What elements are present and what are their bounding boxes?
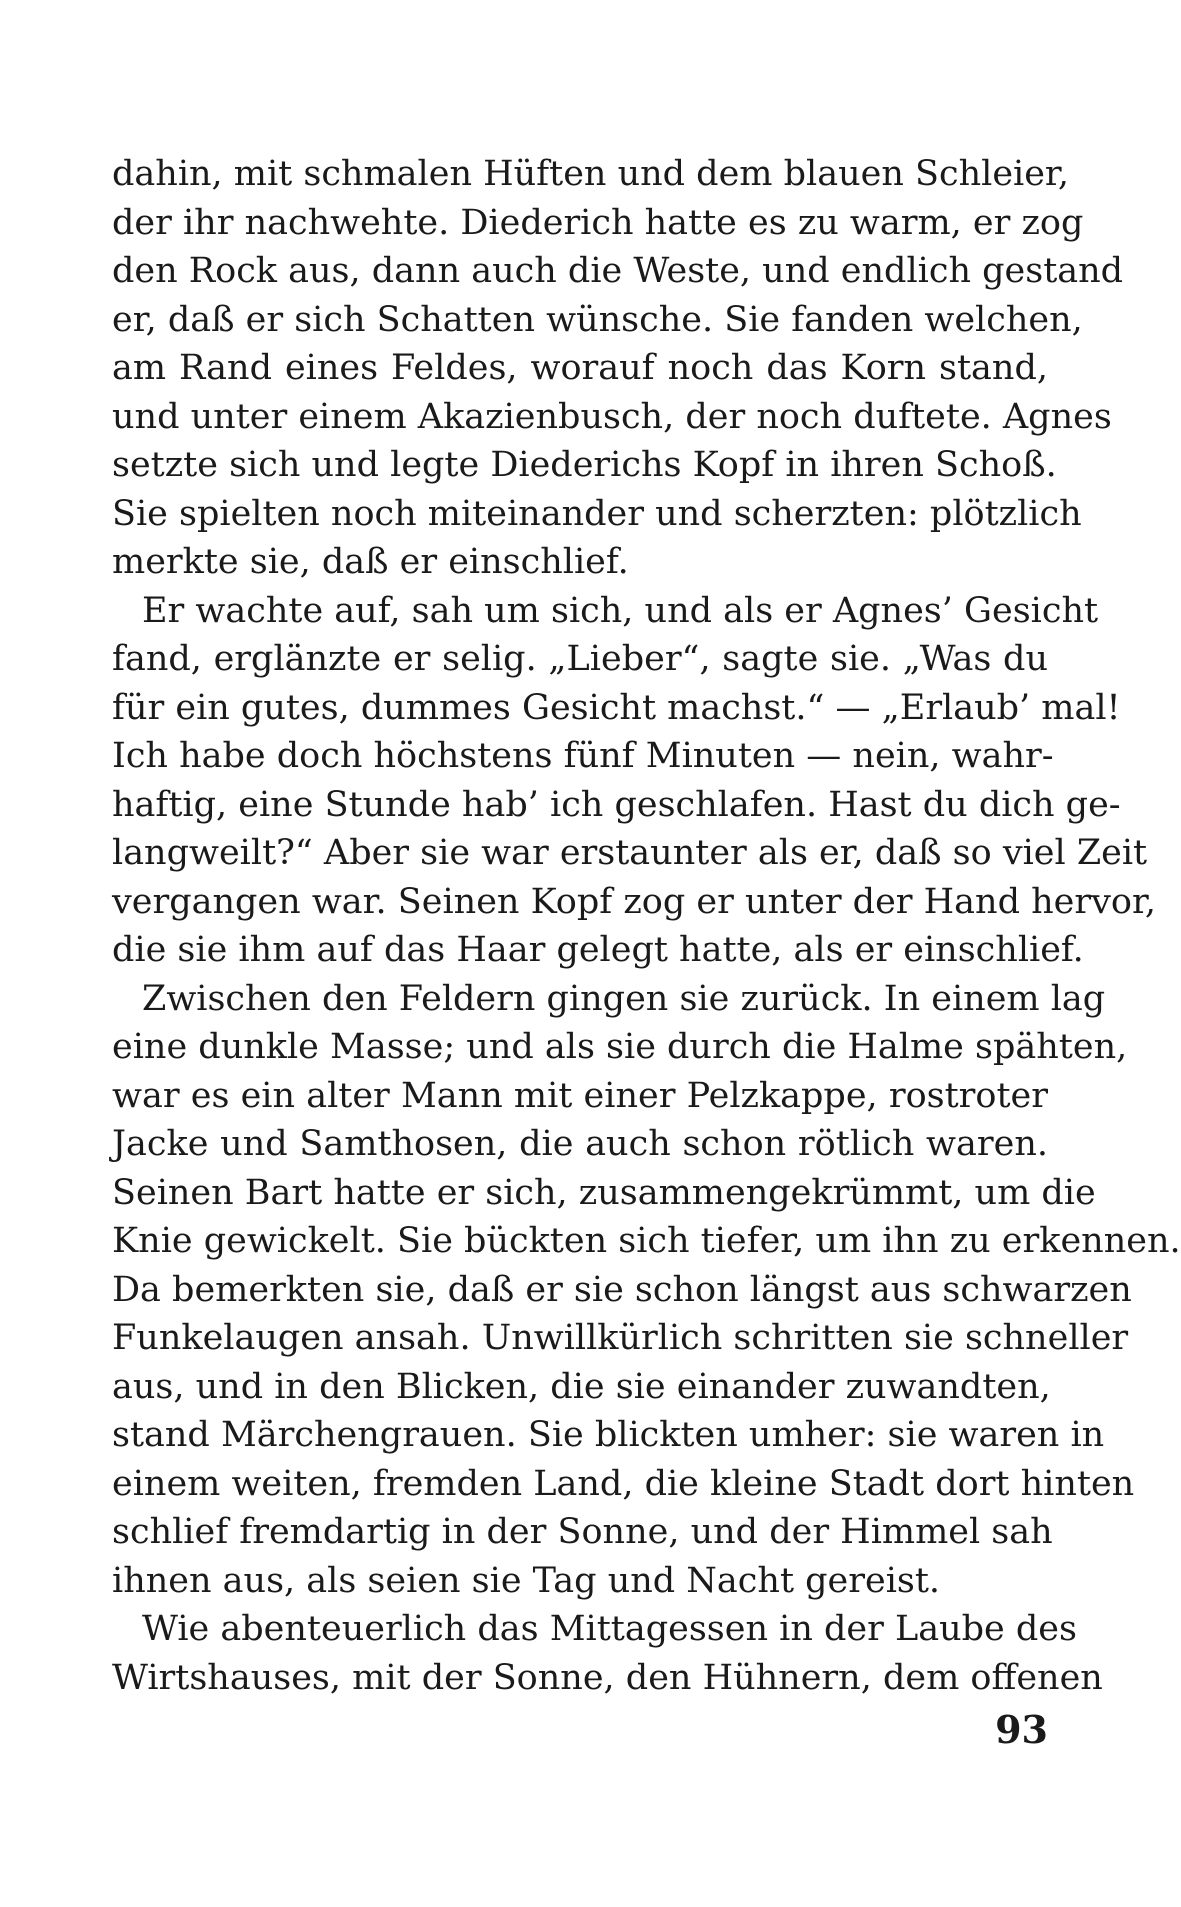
text-line: schlief fremdartig in der Sonne, und der Himmel sah (112, 1512, 1053, 1552)
text-line: Jacke und Samthosen, die auch schon rötlich waren. (112, 1124, 1048, 1164)
text-line: die sie ihm auf das Haar gelegt hatte, als er einschlief. (112, 930, 1084, 970)
text-line: Ich habe doch höchstens fünf Minuten — nein, wahr- (112, 736, 1054, 776)
text-line: Seinen Bart hatte er sich, zusammengekrümmt, um die (112, 1172, 1096, 1213)
text-line: stand Märchengrauen. Sie blickten umher: sie waren in (112, 1415, 1105, 1455)
text-line: merkte sie, daß er einschlief. (112, 542, 629, 582)
text-line: setzte sich und legte Diederichs Kopf in ihren Schoß. (112, 445, 1057, 485)
text-line: Zwischen den Feldern gingen sie zurück. In einem lag (142, 978, 1106, 1019)
text-line: Wirtshauses, mit der Sonne, den Hühnern, dem offenen (112, 1657, 1103, 1698)
text-line: der ihr nachwehte. Diederich hatte es zu warm, er zog (112, 202, 1084, 243)
text-line: den Rock aus, dann auch die Weste, und endlich gestand (112, 251, 1124, 291)
text-line: Wie abenteuerlich das Mittagessen in der Laube des (142, 1609, 1077, 1649)
text-line: am Rand eines Feldes, worauf noch das Korn stand, (112, 348, 1048, 388)
text-line: Sie spielten noch miteinander und scherzten: plötzlich (112, 493, 1082, 534)
text-line: langweilt?“ Aber sie war erstaunter als er, daß so viel Zeit (112, 833, 1148, 873)
text-line: aus, und in den Blicken, die sie einander zuwandten, (112, 1366, 1051, 1407)
text-line: fand, erglänzte er selig. „Lieber“, sagte sie. „Was du (112, 639, 1048, 679)
text-line: für ein gutes, dummes Gesicht machst.“ — „Erlaub’ mal! (112, 687, 1121, 728)
text-line: eine dunkle Masse; und als sie durch die Halme spähten, (112, 1027, 1128, 1067)
text-line: einem weiten, fremden Land, die kleine Stadt dort hinten (112, 1463, 1135, 1504)
text-line: war es ein alter Mann mit einer Pelzkappe, rostroter (112, 1075, 1048, 1116)
text-line: Funkelaugen ansah. Unwillkürlich schritten sie schneller (112, 1318, 1129, 1358)
text-line: er, daß er sich Schatten wünsche. Sie fanden welchen, (112, 299, 1083, 340)
text-line: Da bemerkten sie, daß er sie schon längst aus schwarzen (112, 1269, 1132, 1310)
text-line: und unter einem Akazienbusch, der noch duftete. Agnes (112, 396, 1112, 437)
text-line: Knie gewickelt. Sie bückten sich tiefer, um ihn zu erkennen. (112, 1221, 1181, 1261)
text-line: haftig, eine Stunde hab’ ich geschlafen. Hast du dich ge- (112, 784, 1121, 825)
text-line: dahin, mit schmalen Hüften und dem blauen Schleier, (112, 154, 1069, 194)
text-line: vergangen war. Seinen Kopf zog er unter der Hand hervor, (112, 881, 1156, 922)
body-text (112, 150, 1181, 1702)
text-line: ihnen aus, als seien sie Tag und Nacht gereist. (112, 1560, 941, 1601)
text-line: Er wachte auf, sah um sich, und als er Agnes’ Gesicht (142, 590, 1099, 631)
page-number: 93 (995, 1707, 1048, 1752)
